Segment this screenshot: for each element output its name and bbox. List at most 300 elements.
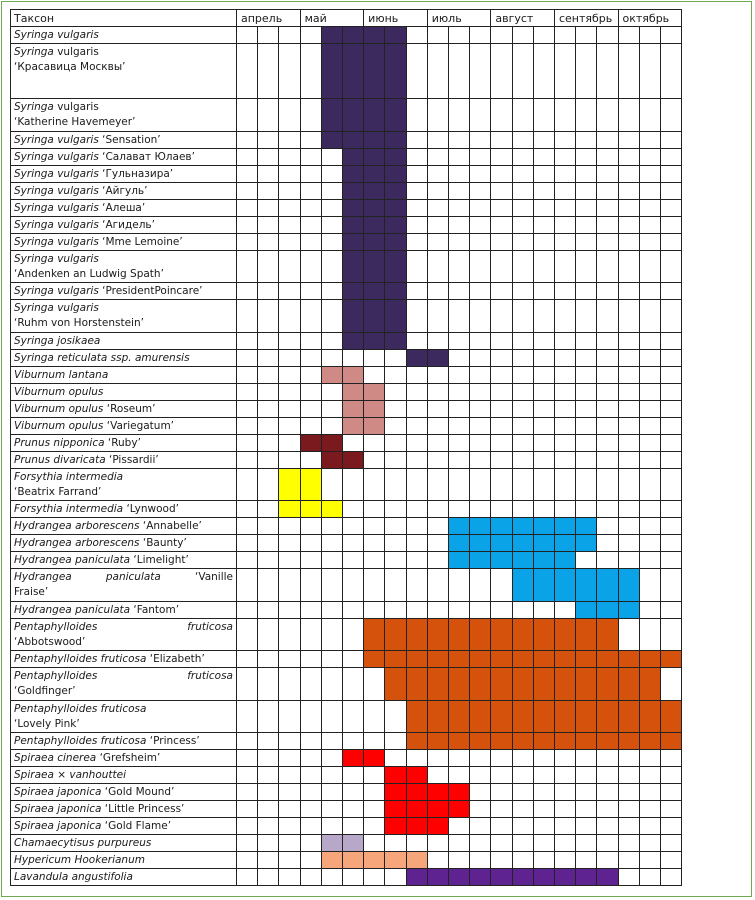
taxon-name bbox=[11, 199, 237, 216]
decade-cell bbox=[512, 400, 533, 417]
taxon-latin-name: Viburnum opulus bbox=[14, 402, 104, 415]
decade-cell bbox=[448, 400, 469, 417]
decade-cell bbox=[491, 400, 512, 417]
flowering-cell bbox=[618, 601, 639, 618]
taxon-name bbox=[11, 852, 237, 869]
flowering-cell bbox=[385, 182, 406, 199]
decade-cell bbox=[554, 349, 575, 366]
decade-cell bbox=[576, 216, 597, 233]
decade-cell bbox=[342, 869, 363, 886]
decade-cell bbox=[597, 283, 618, 300]
decade-cell bbox=[639, 767, 660, 784]
flowering-cell bbox=[512, 869, 533, 886]
taxon-latin-name: Syringa vulgaris bbox=[14, 201, 99, 214]
flowering-cell bbox=[576, 869, 597, 886]
decade-cell bbox=[639, 569, 660, 602]
decade-cell bbox=[533, 332, 554, 349]
decade-cell bbox=[597, 233, 618, 250]
taxon-name-line bbox=[14, 45, 233, 60]
decade-cell bbox=[237, 501, 258, 518]
taxon-latin-name: fruticosa bbox=[187, 620, 233, 633]
decade-cell bbox=[576, 417, 597, 434]
flowering-cell bbox=[406, 618, 427, 651]
decade-cell bbox=[364, 451, 385, 468]
decade-cell bbox=[491, 332, 512, 349]
flowering-cell bbox=[385, 44, 406, 99]
decade-cell bbox=[342, 535, 363, 552]
taxon-name-line bbox=[14, 167, 233, 182]
taxon-cultivar-name: ‘Limelight’ bbox=[130, 554, 189, 566]
decade-cell bbox=[300, 182, 321, 199]
decade-cell bbox=[618, 182, 639, 199]
decade-cell bbox=[427, 233, 448, 250]
decade-cell bbox=[660, 250, 681, 283]
decade-cell bbox=[554, 216, 575, 233]
decade-cell bbox=[660, 349, 681, 366]
decade-cell bbox=[427, 250, 448, 283]
decade-cell bbox=[279, 700, 300, 733]
decade-cell bbox=[533, 216, 554, 233]
decade-cell bbox=[385, 601, 406, 618]
decade-cell bbox=[237, 618, 258, 651]
decade-cell bbox=[448, 283, 469, 300]
flowering-cell bbox=[512, 651, 533, 668]
decade-cell bbox=[300, 283, 321, 300]
flowering-cell bbox=[448, 535, 469, 552]
flowering-cell bbox=[554, 700, 575, 733]
flowering-cell bbox=[448, 668, 469, 701]
decade-cell bbox=[597, 165, 618, 182]
decade-cell bbox=[554, 434, 575, 451]
decade-cell bbox=[300, 366, 321, 383]
decade-cell bbox=[512, 332, 533, 349]
taxon-name bbox=[11, 501, 237, 518]
decade-cell bbox=[533, 852, 554, 869]
decade-cell bbox=[576, 349, 597, 366]
decade-cell bbox=[279, 216, 300, 233]
decade-cell bbox=[258, 434, 279, 451]
flowering-cell bbox=[597, 601, 618, 618]
decade-cell bbox=[470, 750, 491, 767]
decade-cell bbox=[576, 552, 597, 569]
taxon-name-line bbox=[14, 635, 233, 650]
decade-cell bbox=[576, 131, 597, 148]
decade-cell bbox=[342, 818, 363, 835]
decade-cell bbox=[364, 801, 385, 818]
flowering-cell bbox=[533, 518, 554, 535]
flowering-cell bbox=[385, 165, 406, 182]
decade-cell bbox=[321, 569, 342, 602]
taxon-latin-name: Hydrangea bbox=[14, 571, 72, 583]
taxon-cultivar-name: ‘Mme Lemoine’ bbox=[98, 235, 183, 248]
decade-cell bbox=[491, 451, 512, 468]
decade-cell bbox=[470, 44, 491, 99]
table-row bbox=[11, 148, 682, 165]
table-row bbox=[11, 767, 682, 784]
decade-cell bbox=[639, 618, 660, 651]
decade-cell bbox=[448, 148, 469, 165]
taxon-name bbox=[11, 818, 237, 835]
decade-cell bbox=[406, 44, 427, 99]
decade-cell bbox=[279, 750, 300, 767]
decade-cell bbox=[321, 383, 342, 400]
decade-cell bbox=[660, 199, 681, 216]
decade-cell bbox=[576, 434, 597, 451]
table-row bbox=[11, 818, 682, 835]
decade-cell bbox=[364, 869, 385, 886]
flowering-cell bbox=[364, 651, 385, 668]
decade-cell bbox=[597, 300, 618, 333]
decade-cell bbox=[660, 750, 681, 767]
flowering-cell bbox=[427, 700, 448, 733]
decade-cell bbox=[364, 784, 385, 801]
flowering-cell bbox=[639, 651, 660, 668]
decade-cell bbox=[512, 27, 533, 44]
decade-cell bbox=[364, 518, 385, 535]
decade-cell bbox=[470, 767, 491, 784]
decade-cell bbox=[597, 552, 618, 569]
decade-cell bbox=[639, 552, 660, 569]
decade-cell bbox=[660, 332, 681, 349]
decade-cell bbox=[660, 852, 681, 869]
decade-cell bbox=[554, 835, 575, 852]
decade-cell bbox=[639, 165, 660, 182]
table-row bbox=[11, 216, 682, 233]
taxon-cultivar-name: ‘Lovely Pink’ bbox=[14, 717, 80, 730]
flowering-cell bbox=[554, 569, 575, 602]
decade-cell bbox=[427, 182, 448, 199]
decade-cell bbox=[491, 165, 512, 182]
decade-cell bbox=[364, 601, 385, 618]
decade-cell bbox=[660, 300, 681, 333]
decade-cell bbox=[639, 801, 660, 818]
decade-cell bbox=[279, 417, 300, 434]
taxon-cultivar-name: ‘Grefsheim’ bbox=[96, 752, 161, 764]
taxon-name-line bbox=[14, 402, 233, 417]
flowering-cell bbox=[342, 199, 363, 216]
taxon-cultivar-name: ‘Алеша’ bbox=[98, 201, 146, 214]
flowering-cell bbox=[448, 784, 469, 801]
decade-cell bbox=[342, 569, 363, 602]
decade-cell bbox=[300, 818, 321, 835]
decade-cell bbox=[237, 283, 258, 300]
flowering-cell bbox=[385, 199, 406, 216]
decade-cell bbox=[279, 818, 300, 835]
flowering-cell bbox=[639, 668, 660, 701]
decade-cell bbox=[554, 852, 575, 869]
flowering-cell bbox=[491, 535, 512, 552]
decade-cell bbox=[597, 400, 618, 417]
flowering-cell bbox=[385, 216, 406, 233]
flowering-cell bbox=[385, 852, 406, 869]
decade-cell bbox=[321, 601, 342, 618]
decade-cell bbox=[342, 552, 363, 569]
decade-cell bbox=[554, 233, 575, 250]
decade-cell bbox=[639, 44, 660, 99]
decade-cell bbox=[470, 233, 491, 250]
decade-cell bbox=[237, 835, 258, 852]
flowering-cell bbox=[660, 651, 681, 668]
flowering-cell bbox=[576, 601, 597, 618]
taxon-header: Таксон bbox=[11, 10, 237, 27]
decade-cell bbox=[258, 300, 279, 333]
flowering-cell bbox=[448, 618, 469, 651]
decade-cell bbox=[427, 835, 448, 852]
taxon-name-line bbox=[14, 570, 233, 585]
decade-cell bbox=[279, 801, 300, 818]
taxon-name bbox=[11, 283, 237, 300]
flowering-cell bbox=[364, 750, 385, 767]
decade-cell bbox=[470, 835, 491, 852]
decade-cell bbox=[406, 501, 427, 518]
decade-cell bbox=[639, 501, 660, 518]
table-row bbox=[11, 801, 682, 818]
decade-cell bbox=[364, 434, 385, 451]
decade-cell bbox=[237, 99, 258, 132]
decade-cell bbox=[300, 233, 321, 250]
flowering-cell bbox=[618, 651, 639, 668]
flowering-cell bbox=[342, 148, 363, 165]
decade-cell bbox=[300, 332, 321, 349]
decade-cell bbox=[470, 818, 491, 835]
decade-cell bbox=[258, 852, 279, 869]
decade-cell bbox=[576, 233, 597, 250]
decade-cell bbox=[618, 165, 639, 182]
flowering-cell bbox=[618, 569, 639, 602]
table-row bbox=[11, 468, 682, 501]
decade-cell bbox=[660, 767, 681, 784]
decade-cell bbox=[533, 148, 554, 165]
flowering-cell bbox=[406, 852, 427, 869]
decade-cell bbox=[554, 417, 575, 434]
decade-cell bbox=[448, 250, 469, 283]
decade-cell bbox=[491, 501, 512, 518]
decade-cell bbox=[618, 784, 639, 801]
taxon-name bbox=[11, 518, 237, 535]
decade-cell bbox=[597, 818, 618, 835]
decade-cell bbox=[427, 27, 448, 44]
decade-cell bbox=[448, 601, 469, 618]
decade-cell bbox=[385, 835, 406, 852]
decade-cell bbox=[258, 383, 279, 400]
decade-cell bbox=[406, 535, 427, 552]
decade-cell bbox=[448, 501, 469, 518]
decade-cell bbox=[533, 366, 554, 383]
decade-cell bbox=[639, 27, 660, 44]
decade-cell bbox=[618, 383, 639, 400]
decade-cell bbox=[533, 199, 554, 216]
taxon-latin-name: Pentaphylloides fruticosa bbox=[14, 702, 147, 715]
decade-cell bbox=[618, 767, 639, 784]
decade-cell bbox=[660, 518, 681, 535]
table-row bbox=[11, 569, 682, 602]
taxon-cultivar-name: ‘Агидель’ bbox=[98, 218, 155, 231]
flowering-cell bbox=[470, 552, 491, 569]
flowering-cell bbox=[576, 733, 597, 750]
decade-cell bbox=[279, 852, 300, 869]
decade-cell bbox=[491, 250, 512, 283]
decade-cell bbox=[660, 216, 681, 233]
table-row bbox=[11, 434, 682, 451]
flowering-cell bbox=[597, 700, 618, 733]
taxon-latin-name: Hydrangea arborescens bbox=[14, 520, 140, 532]
decade-cell bbox=[258, 818, 279, 835]
decade-cell bbox=[554, 165, 575, 182]
flowering-cell bbox=[491, 668, 512, 701]
flowering-cell bbox=[470, 733, 491, 750]
decade-cell bbox=[448, 199, 469, 216]
decade-cell bbox=[237, 148, 258, 165]
decade-cell bbox=[321, 165, 342, 182]
decade-cell bbox=[406, 27, 427, 44]
decade-cell bbox=[554, 250, 575, 283]
flowering-cell bbox=[470, 618, 491, 651]
decade-cell bbox=[448, 332, 469, 349]
decade-cell bbox=[470, 451, 491, 468]
decade-cell bbox=[576, 199, 597, 216]
taxon-name bbox=[11, 835, 237, 852]
decade-cell bbox=[512, 801, 533, 818]
decade-cell bbox=[279, 182, 300, 199]
taxon-cultivar-name: ‘Baunty’ bbox=[139, 537, 187, 549]
decade-cell bbox=[470, 131, 491, 148]
decade-cell bbox=[406, 332, 427, 349]
decade-cell bbox=[258, 182, 279, 199]
taxon-latin-name: Syringa vulgaris bbox=[14, 29, 99, 41]
decade-cell bbox=[406, 601, 427, 618]
flowering-cell bbox=[342, 400, 363, 417]
decade-cell bbox=[639, 332, 660, 349]
decade-cell bbox=[385, 366, 406, 383]
taxon-cultivar-name: ‘Ruhm von Horstenstein’ bbox=[14, 317, 144, 329]
taxon-cultivar-name: ‘Айгуль’ bbox=[98, 184, 148, 197]
taxon-cultivar-name: ‘Гульназира’ bbox=[98, 167, 174, 180]
decade-cell bbox=[427, 131, 448, 148]
decade-cell bbox=[448, 182, 469, 199]
taxon-name bbox=[11, 182, 237, 199]
flowering-cell bbox=[321, 131, 342, 148]
month-header: июль bbox=[427, 10, 491, 27]
decade-cell bbox=[470, 300, 491, 333]
decade-cell bbox=[491, 199, 512, 216]
decade-cell bbox=[258, 552, 279, 569]
decade-cell bbox=[512, 451, 533, 468]
taxon-latin-name: Spiraea japonica bbox=[14, 803, 102, 815]
decade-cell bbox=[385, 468, 406, 501]
decade-cell bbox=[597, 44, 618, 99]
decade-cell bbox=[300, 216, 321, 233]
taxon-latin-name: Spiraea japonica bbox=[14, 786, 102, 798]
decade-cell bbox=[237, 400, 258, 417]
taxon-cultivar-name: ‘Abbotswood’ bbox=[14, 635, 86, 648]
taxon-latin-name: Chamaecytisus purpureus bbox=[14, 837, 152, 849]
taxon-name-line bbox=[14, 133, 233, 148]
decade-cell bbox=[533, 835, 554, 852]
taxon-name-line bbox=[14, 502, 233, 517]
decade-cell bbox=[258, 165, 279, 182]
decade-cell bbox=[618, 535, 639, 552]
decade-cell bbox=[300, 784, 321, 801]
decade-cell bbox=[554, 801, 575, 818]
decade-cell bbox=[237, 182, 258, 199]
table-row bbox=[11, 651, 682, 668]
taxon-latin-name: Pentaphylloides bbox=[14, 620, 98, 633]
decade-cell bbox=[533, 283, 554, 300]
taxon-name-line bbox=[14, 702, 233, 717]
decade-cell bbox=[279, 434, 300, 451]
decade-cell bbox=[279, 668, 300, 701]
decade-cell bbox=[237, 651, 258, 668]
taxon-name-line bbox=[14, 652, 233, 667]
decade-cell bbox=[660, 618, 681, 651]
decade-cell bbox=[491, 835, 512, 852]
decade-cell bbox=[618, 27, 639, 44]
decade-cell bbox=[597, 801, 618, 818]
decade-cell bbox=[512, 199, 533, 216]
flowering-cell bbox=[597, 618, 618, 651]
decade-cell bbox=[300, 417, 321, 434]
flowering-cell bbox=[342, 852, 363, 869]
decade-cell bbox=[342, 767, 363, 784]
decade-cell bbox=[448, 366, 469, 383]
table-row bbox=[11, 131, 682, 148]
decade-cell bbox=[554, 383, 575, 400]
month-header: май bbox=[300, 10, 364, 27]
flowering-cell bbox=[385, 99, 406, 132]
decade-cell bbox=[576, 451, 597, 468]
table-row bbox=[11, 668, 682, 701]
decade-cell bbox=[448, 417, 469, 434]
flowering-cell bbox=[639, 700, 660, 733]
flowering-cell bbox=[300, 501, 321, 518]
table-row bbox=[11, 535, 682, 552]
flowering-cell bbox=[427, 668, 448, 701]
decade-cell bbox=[321, 283, 342, 300]
taxon-name-line bbox=[14, 60, 233, 75]
taxon-cultivar-name: ‘Lynwood’ bbox=[123, 503, 179, 515]
decade-cell bbox=[554, 784, 575, 801]
flowering-cell bbox=[512, 618, 533, 651]
taxon-name-line bbox=[14, 201, 233, 216]
table-row bbox=[11, 233, 682, 250]
decade-cell bbox=[512, 468, 533, 501]
flowering-cell bbox=[342, 417, 363, 434]
taxon-name-line bbox=[14, 536, 233, 551]
decade-cell bbox=[300, 733, 321, 750]
taxon-name-line bbox=[14, 436, 233, 451]
decade-cell bbox=[597, 216, 618, 233]
taxon-cultivar-name: Fraise’ bbox=[14, 586, 49, 598]
decade-cell bbox=[342, 700, 363, 733]
decade-cell bbox=[576, 44, 597, 99]
taxon-name-line bbox=[14, 316, 233, 331]
decade-cell bbox=[427, 451, 448, 468]
decade-cell bbox=[660, 601, 681, 618]
decade-cell bbox=[554, 199, 575, 216]
flowering-cell bbox=[448, 801, 469, 818]
decade-cell bbox=[554, 501, 575, 518]
table-row bbox=[11, 451, 682, 468]
taxon-latin-name: Syringa vulgaris bbox=[14, 302, 99, 314]
decade-cell bbox=[427, 332, 448, 349]
month-header: июнь bbox=[364, 10, 428, 27]
decade-cell bbox=[258, 618, 279, 651]
flowering-cell bbox=[660, 733, 681, 750]
taxon-name-line bbox=[14, 385, 233, 400]
decade-cell bbox=[300, 668, 321, 701]
decade-cell bbox=[448, 131, 469, 148]
decade-cell bbox=[470, 801, 491, 818]
